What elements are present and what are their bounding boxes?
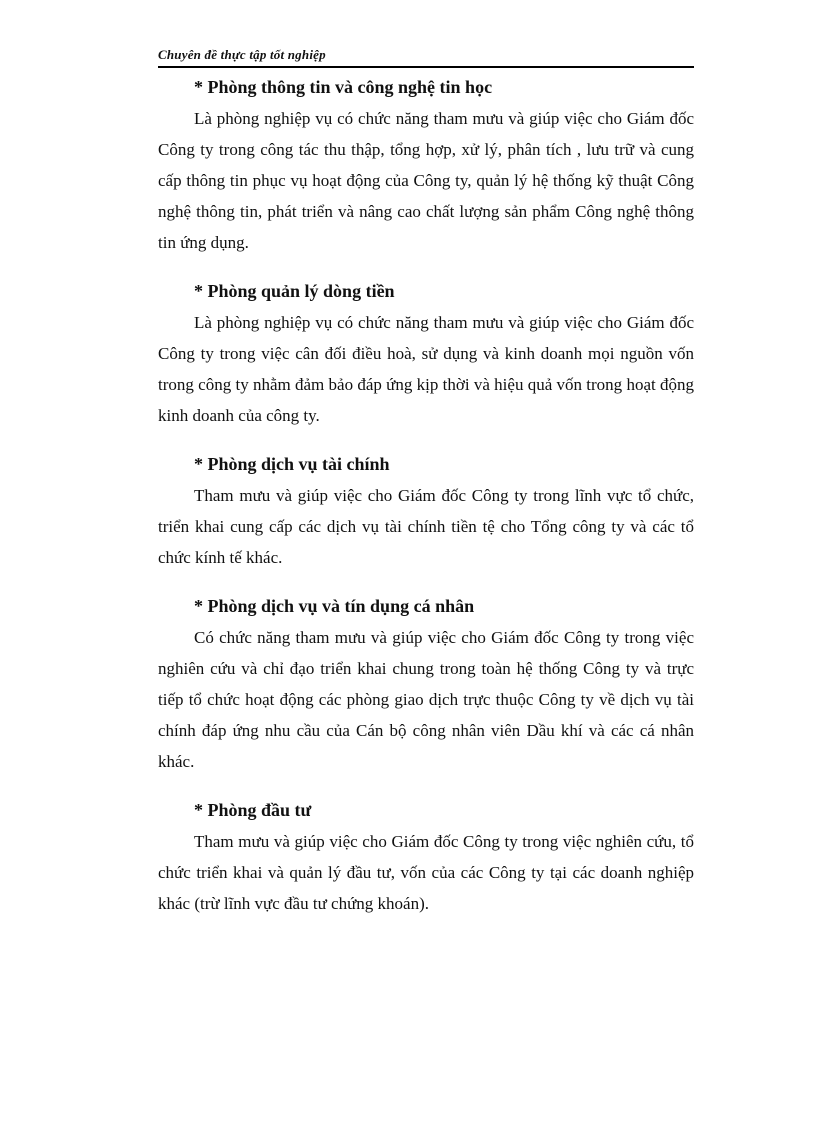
page-header [158, 44, 694, 68]
section-personal-credit-department [158, 592, 694, 777]
section-paragraph: Có chức năng tham mưu và giúp việc cho Giám đốc Công ty trong việc nghiên cứu và chỉ đạo triển khai chung trong toàn hệ thống Công ty và trực tiếp tổ chức hoạt động các phòng giao dịch trực thuộc Công ty về dịch vụ tài chính đáp ứng nhu cầu của Cán bộ công nhân viên Dầu khí và các cá nhân khác. [158, 628, 694, 771]
section-financial-services-department [158, 450, 694, 573]
section-heading: * Phòng quản lý dòng tiền [194, 281, 395, 301]
section-paragraph: Tham mưu và giúp việc cho Giám đốc Công ty trong lĩnh vực tổ chức, triển khai cung cấp các dịch vụ tài chính tiền tệ cho Tổng công ty và các tổ chức kính tế khác. [158, 486, 694, 567]
section-it-department [158, 73, 694, 258]
section-heading: * Phòng dịch vụ và tín dụng cá nhân [194, 596, 475, 616]
section-heading: * Phòng thông tin và công nghệ tin học [194, 77, 493, 97]
header-title: Chuyên đề thực tập tốt nghiệp [158, 47, 326, 62]
section-paragraph: Là phòng nghiệp vụ có chức năng tham mưu và giúp việc cho Giám đốc Công ty trong việc cân đối điều hoà, sử dụng và kinh doanh mọi nguồn vốn trong công ty nhằm đảm bảo đáp ứng kịp thời và hiệu quả vốn trong hoạt động kinh doanh của công ty. [158, 313, 694, 425]
section-paragraph: Tham mưu và giúp việc cho Giám đốc Công ty trong việc nghiên cứu, tổ chức triển khai và quản lý đầu tư, vốn của các Công ty tại các doanh nghiệp khác (trừ lĩnh vực đầu tư chứng khoán). [158, 832, 694, 913]
section-investment-department [158, 796, 694, 919]
section-heading: * Phòng dịch vụ tài chính [194, 454, 390, 474]
section-cash-flow-department [158, 277, 694, 431]
section-paragraph: Là phòng nghiệp vụ có chức năng tham mưu và giúp việc cho Giám đốc Công ty trong công tác thu thập, tổng hợp, xử lý, phân tích , lưu trữ và cung cấp thông tin phục vụ hoạt động của Công ty, quản lý hệ thống kỹ thuật Công nghệ thông tin, phát triển và nâng cao chất lượng sản phẩm Công nghệ thông tin ứng dụng. [158, 109, 694, 252]
document-body [158, 73, 694, 919]
section-heading: * Phòng đầu tư [194, 800, 312, 820]
